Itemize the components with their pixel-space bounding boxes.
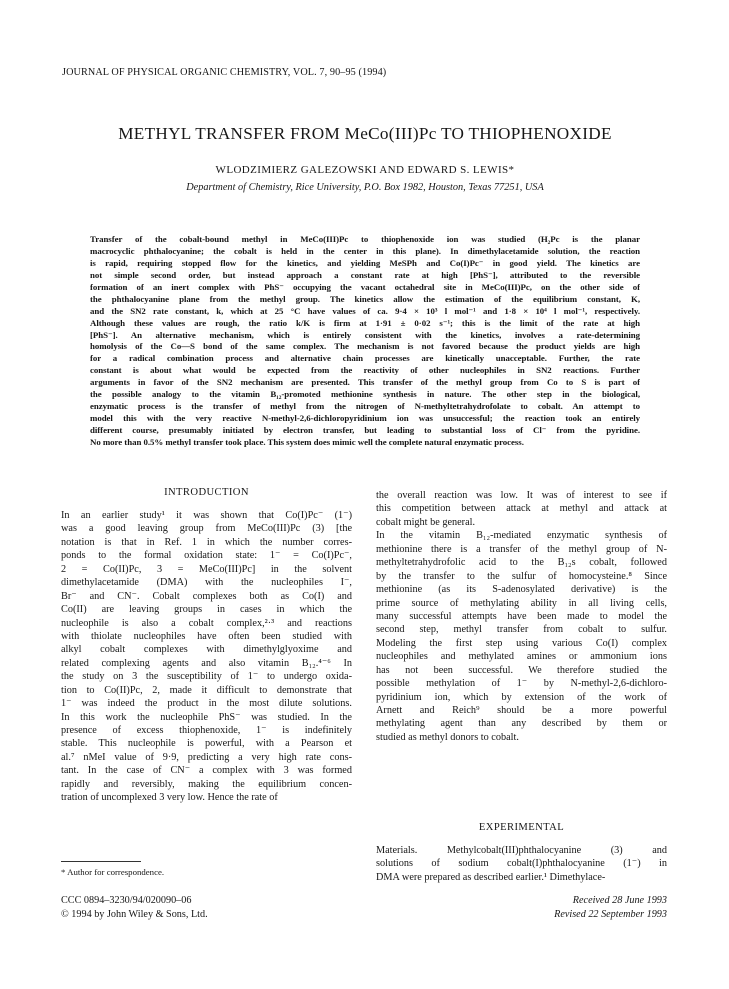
text-line: 1⁻ was indeed the product in the most dilute solutions. xyxy=(61,698,352,710)
text-line: methionine there is a transfer of the methyl group of N- xyxy=(376,543,667,555)
introduction-body xyxy=(61,509,352,805)
text-line: methionine (as its S-adenosylated derivative) is the xyxy=(376,584,667,596)
abstract-line: model this with the very reactive N-methyl-2,6-dichloropyridinium ion was unsuccessful; the reaction took an entirely xyxy=(90,413,640,424)
introduction-heading: INTRODUCTION xyxy=(164,487,249,498)
abstract-line: different course, presumably initiated by electron transfer, but leading to substantial loss of Cl⁻ from the pyridine. xyxy=(90,425,640,435)
abstract-line: Although these values are rough, the ratio k/K is firm at 1·91 ± 0·02 s⁻¹; this is the limit of the rate at high xyxy=(90,317,640,328)
text-line: 2 = Co(II)Pc, 3 = MeCo(III)Pc] in the solvent xyxy=(61,563,352,575)
footnote: * Author for correspondence. xyxy=(61,867,165,877)
abstract-line: is rapid, requiring stopped flow for the kinetics, and yielding MeSPh and Co(I)Pc⁻ in good yield. The kinetics are xyxy=(90,257,640,268)
text-line: In the vitamin B₁₂-mediated enzymatic synthesis of xyxy=(376,530,667,542)
abstract-line: the possible analogy to the vitamin B₁₂-promoted methionine synthesis in nature. The other step in the biological, xyxy=(90,389,640,400)
text-line: possible methylation of 1⁻ by N-methyl-2,6-dichloro- xyxy=(376,678,667,690)
received-line: Received 28 June 1993 xyxy=(572,895,667,906)
abstract-line: No more than 0.5% methyl transfer took place. This system does mimic well the complete natural enzymatic process. xyxy=(90,436,524,447)
text-line: Modeling the first step using various Co(I) complex xyxy=(376,637,667,649)
abstract-line: and the SN2 rate constant, k, which at 25 °C have values of ca. 9·4 × 10³ l mol⁻¹ and 1·8 × 10⁴ l mol⁻¹, respectively. xyxy=(90,305,640,316)
text-line: pyridinium ion, which by extension of the work of xyxy=(376,691,667,703)
text-line: by the transfer to the sulfur of homocysteine.⁸ Since xyxy=(376,570,667,582)
text-line: methyltetrahydrofolic acid to the B₁₂s cobalt, followed xyxy=(376,557,667,569)
text-line: second step, methyl transfer from cobalt to sulfur. xyxy=(376,624,667,636)
text-line: solutions of sodium cobalt(I)phthalocyanine (1⁻) in xyxy=(376,858,667,870)
text-line: was a good leaving group from MeCo(III)Pc (3) [the xyxy=(61,523,352,535)
copyright-line: © 1994 by John Wiley & Sons, Ltd. xyxy=(61,909,208,920)
copyright-block xyxy=(61,894,208,922)
copyright-line: CCC 0894–3230/94/020090–06 xyxy=(61,895,192,906)
text-line: dimethylacetamide (DMA) with the nucleophiles I⁻, xyxy=(61,577,352,589)
text-line: this competition between attack at methyl and attack at xyxy=(376,503,667,515)
text-line: nucleophiles and methylated amines or ammonium ions xyxy=(376,651,667,663)
text-line: Arnett and Reich⁹ should be a more powerful xyxy=(376,705,667,716)
text-line: Materials. Methylcobalt(III)phthalocyanine (3) and xyxy=(376,845,667,856)
received-dates xyxy=(430,894,667,922)
text-line: the overall reaction was low. It was of interest to see if xyxy=(376,490,667,501)
text-line: cobalt might be general. xyxy=(376,516,476,528)
abstract-line: enzymatic process is the transfer of methyl from the nitrogen of N-methyltetrahydrofolate to cobalt. An attempt to xyxy=(90,401,640,412)
abstract-line: for a radical combination process and alternative chain processes are kinetically unacceptable. Further, the rate xyxy=(90,353,640,364)
text-line: has not been successful. We therefore studied the xyxy=(376,664,667,676)
revised-line: Revised 22 September 1993 xyxy=(554,909,667,920)
text-line: the study on 3 the susceptibility of 1⁻ to undergo oxida- xyxy=(61,671,352,683)
text-line: al.⁷ nMeI value of 9·9, predicting a very high rate cons- xyxy=(61,751,352,763)
text-line: In an earlier study¹ it was shown that Co(I)Pc⁻ (1⁻) xyxy=(61,510,352,521)
paper-authors: WLODZIMIERZ GALEZOWSKI AND EDWARD S. LEWIS* xyxy=(215,164,515,176)
abstract-line: not simple second order, but instead approach a constant rate at high [PhS⁻], attributed to the reversible xyxy=(90,269,640,280)
text-line: prime source of methylating ability in all living cells, xyxy=(376,597,667,609)
footnote-rule xyxy=(61,861,141,862)
paper-title: METHYL TRANSFER FROM MeCo(III)Pc TO THIOPHENOXIDE xyxy=(118,124,612,143)
text-line: presence of excess thiophenoxide, 1⁻ is indefinitely xyxy=(61,725,352,736)
abstract-line: Transfer of the cobalt-bound methyl in MeCo(III)Pc to thiophenoxide ion was studied (H₂Pc is the planar xyxy=(90,234,640,244)
text-line: tration of uncomplexed 3 very low. Hence the rate of xyxy=(61,792,278,804)
text-line: ponds to the formal oxidation state: 1⁻ = Co(I)Pc⁻, xyxy=(61,550,352,562)
text-line: rapidly and reversibly, making the equilibrium concen- xyxy=(61,778,352,790)
text-line: Co(II) are leaving groups in cases in which the xyxy=(61,604,352,616)
author-affiliation: Department of Chemistry, Rice University, P.O. Box 1982, Houston, Texas 77251, USA xyxy=(186,182,544,193)
text-line: In this work the nucleophile PhS⁻ was studied. In the xyxy=(61,711,352,723)
abstract-line: arguments in favor of the SN2 mechanism are presented. This transfer of the methyl group from Co to S is part of xyxy=(90,377,640,388)
text-line: many successful attempts have been made to model the xyxy=(376,610,667,622)
introduction-continued xyxy=(376,489,667,744)
abstract-line: macrocyclic phthalocyanine; the cobalt is held in the center in this plane). In dimethylacetamide solution, the reaction xyxy=(90,245,640,256)
journal-header: JOURNAL OF PHYSICAL ORGANIC CHEMISTRY, VOL. 7, 90–95 (1994) xyxy=(62,67,387,78)
text-line: tion to Co(II)Pc, 2, made it difficult to demonstrate that xyxy=(61,684,352,696)
experimental-body xyxy=(376,844,667,884)
text-line: with thiolate nucleophiles have often been studied with xyxy=(61,630,352,642)
abstract-line: [PhS⁻]. An alternative mechanism, which is entirely consistent with the kinetics, involves a rate-determining xyxy=(90,329,640,340)
text-line: DMA were prepared as described earlier.¹ Dimethylace- xyxy=(376,871,606,883)
abstract-line: constant is about what would be expected from the reactivity of other nucleophiles in SN2 reactions. Further xyxy=(90,365,640,376)
text-line: tant. In the case of CN⁻ a complex with 3 was formed xyxy=(61,765,352,777)
text-line: alkyl cobalt complexes with dimethylglyoxime and xyxy=(61,644,352,656)
experimental-heading: EXPERIMENTAL xyxy=(478,822,565,833)
text-line: stable. This nucleophile is powerful, with a Pearson et xyxy=(61,738,352,750)
abstract xyxy=(90,234,640,449)
text-line: notation is that in Ref. 1 in which the number corres- xyxy=(61,536,352,548)
abstract-line: homolysis of the Co—S bond of the same complex. The mechanism is not favored because the product yields are high xyxy=(90,341,640,352)
abstract-line: formation of an inert complex with PhS⁻ occupying the vacant octahedral site in MeCo(III)Pc, on the other side of xyxy=(90,281,640,292)
abstract-line: the phthalocyanine plane from the methyl group. The kinetics allow the estimation of the equilibrium constant, K, xyxy=(90,293,640,304)
text-line: nucleophile is also a cobalt complex,²·³ and reactions xyxy=(61,617,352,629)
text-line: studied as methyl donors to cobalt. xyxy=(376,731,519,743)
text-line: Br⁻ and CN⁻. Cobalt complexes both as Co(I) and xyxy=(61,590,352,602)
text-line: methylating agent than any described by them or xyxy=(376,718,667,730)
text-line: related complexing agents and also vitamin B₁₂.⁴⁻⁶ In xyxy=(61,657,352,669)
